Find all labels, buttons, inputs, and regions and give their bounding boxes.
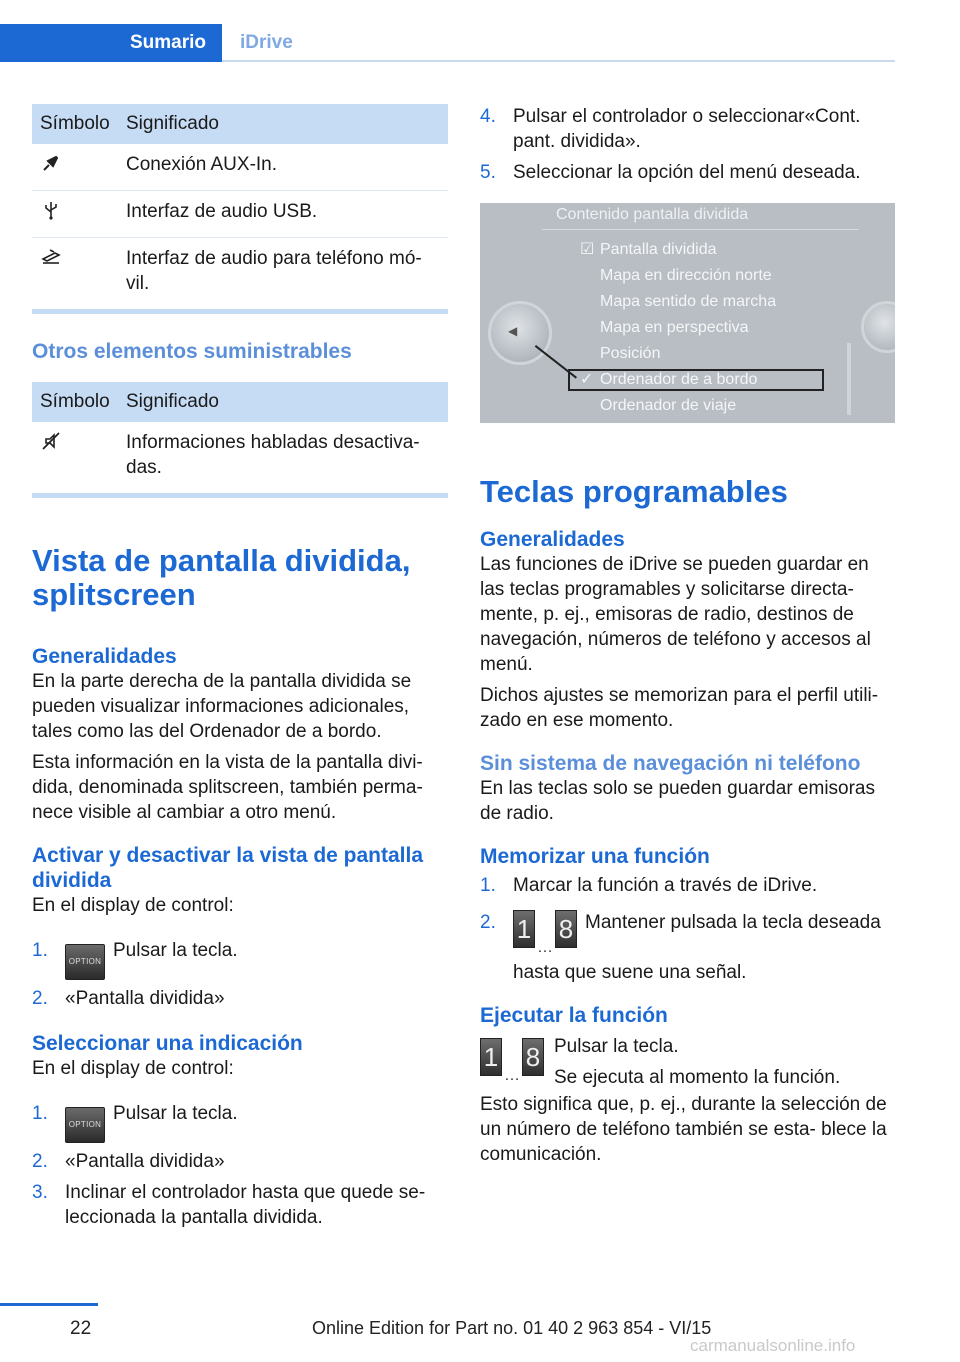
step-number: 2. <box>32 1151 48 1172</box>
list-item <box>32 938 448 980</box>
key-1-icon: 1 <box>513 910 535 948</box>
menu-item: Ordenador de viaje <box>600 397 737 414</box>
favorite-keys-icon <box>513 910 577 960</box>
table-cell-meaning: Interfaz de audio USB. <box>118 191 448 238</box>
step-number: 2. <box>480 912 496 933</box>
table-row <box>32 191 448 238</box>
usb-icon <box>40 199 62 221</box>
list-item <box>32 1101 448 1143</box>
scroll-indicator <box>847 343 851 415</box>
heading-generalidades-teclas: Generalidades <box>480 528 625 551</box>
heading-ejecutar: Ejecutar la función <box>480 1004 668 1027</box>
checkbox-icon: ☑ <box>580 241 595 258</box>
paragraph: En la parte derecha de la pantalla dividida se pueden visualizar informaciones adicionales, tales como las del Ordenador de a bordo. <box>32 671 412 742</box>
step-number: 1. <box>32 940 48 961</box>
heading-memorizar: Memorizar una función <box>480 845 710 868</box>
step-text: Mantener pulsada la tecla deseada hasta que suene una señal. <box>513 912 881 983</box>
idrive-screen-image <box>480 203 895 423</box>
checkmark-icon: ✓ <box>580 371 594 388</box>
step-text: Pulsar la tecla. <box>113 940 238 961</box>
step-text: «Pantalla dividida» <box>65 1151 225 1172</box>
screen-menu <box>580 237 776 419</box>
step-number: 2. <box>32 988 48 1009</box>
heading-generalidades: Generalidades <box>32 645 177 668</box>
paragraph: Esta información en la vista de la pantalla divi- dida, denominada splitscreen, también perma- nece visible al cambiar a otro menú. <box>32 752 423 823</box>
step-number: 1. <box>480 875 496 896</box>
option-key-icon: OPTION <box>65 944 105 980</box>
step-text: Pulsar el controlador o seleccionar«Cont. pant. dividida». <box>513 106 861 152</box>
watermark: carmanualsonline.info <box>690 1336 856 1355</box>
table-row <box>32 422 448 489</box>
step-number: 5. <box>480 162 496 183</box>
table-divider <box>32 309 448 314</box>
paragraph: En el display de control: <box>32 895 234 916</box>
key-8-icon: 8 <box>555 910 577 948</box>
right-column <box>480 104 896 1167</box>
list-item <box>32 1180 448 1230</box>
steps-seleccionar <box>32 1101 448 1230</box>
menu-item: Mapa en dirección norte <box>600 267 772 284</box>
ellipsis: … <box>504 1067 520 1084</box>
section-title-teclas: Teclas programables <box>480 474 788 509</box>
paragraph: Se ejecuta al momento la función. <box>554 1067 841 1088</box>
key-8-icon: 8 <box>522 1038 544 1076</box>
table-row <box>32 144 448 191</box>
key-1-icon: 1 <box>480 1038 502 1076</box>
steps-seleccionar-cont <box>480 104 896 185</box>
selection-box <box>568 369 824 391</box>
ejecutar-block <box>480 1034 896 1090</box>
step-text: Pulsar la tecla. <box>113 1103 238 1124</box>
heading-sin-sistema: Sin sistema de navegación ni teléfono <box>480 752 861 775</box>
step-text: Marcar la función a través de iDrive. <box>513 875 818 896</box>
step-text: Inclinar el controlador hasta que quede se- leccionada la pantalla dividida. <box>65 1182 426 1228</box>
table-header-meaning: Significado <box>118 382 448 422</box>
speech-off-icon <box>40 430 62 452</box>
table-cell-meaning: Conexión AUX-In. <box>118 144 448 191</box>
symbol-table-2 <box>32 382 448 489</box>
option-key-icon: OPTION <box>65 1107 105 1143</box>
left-column <box>32 104 448 1230</box>
section-title-splitscreen: Vista de pantalla dividida, splitscreen <box>32 543 411 612</box>
step-number: 3. <box>32 1182 48 1203</box>
table-header-symbol: Símbolo <box>32 104 118 144</box>
list-item <box>480 910 896 985</box>
phone-audio-icon <box>40 246 62 268</box>
list-item <box>480 873 896 898</box>
paragraph: En las teclas solo se pueden guardar emisoras de radio. <box>480 778 876 824</box>
table-row <box>32 238 448 306</box>
tab-sumario[interactable]: Sumario <box>0 24 222 62</box>
menu-item: Mapa en perspectiva <box>600 319 749 336</box>
page-number: 22 <box>70 1318 92 1339</box>
table-cell-meaning: Interfaz de audio para teléfono mó- vil. <box>126 248 422 294</box>
table-header-meaning: Significado <box>118 104 448 144</box>
paragraph: Dichos ajustes se memorizan para el perfil utili- zado en ese momento. <box>480 685 879 731</box>
table-header-symbol: Símbolo <box>32 382 118 422</box>
menu-item-label: Ordenador de a bordo <box>600 371 758 388</box>
screen-title: Contenido pantalla dividida <box>556 206 749 223</box>
aux-plug-icon <box>40 152 62 174</box>
step-number: 1. <box>32 1103 48 1124</box>
paragraph: Esto significa que, p. ej., durante la selección de un número de teléfono también se esta- blece la comunicación. <box>480 1094 887 1165</box>
steps-activar <box>32 938 448 1011</box>
header-tabs <box>0 24 895 62</box>
favorite-keys-icon <box>480 1038 544 1085</box>
controller-knob-right-icon <box>861 301 895 353</box>
section-heading-otros: Otros elementos suministrables <box>32 340 352 363</box>
table-divider <box>32 493 448 498</box>
heading-seleccionar: Seleccionar una indicación <box>32 1032 303 1055</box>
paragraph: Las funciones de iDrive se pueden guardar en las teclas programables y solicitarse directa- mente, p. ej., emisoras de radio, destinos de navegación, números de teléfono y accesos al menú. <box>480 554 871 675</box>
step-text: «Pantalla dividida» <box>65 988 225 1009</box>
list-item <box>32 1149 448 1174</box>
steps-memorizar <box>480 873 896 985</box>
controller-knob-icon: ◀ <box>488 301 552 365</box>
step-text: Seleccionar la opción del menú deseada. <box>513 162 861 183</box>
list-item <box>480 160 896 185</box>
table-cell-meaning: Informaciones habladas desactiva- das. <box>126 432 420 478</box>
list-item <box>480 104 896 154</box>
ellipsis: … <box>537 939 553 956</box>
menu-item <box>580 237 776 263</box>
menu-item: Mapa sentido de marcha <box>600 293 777 310</box>
symbol-table-1 <box>32 104 448 305</box>
step-number: 4. <box>480 106 496 127</box>
screen-divider <box>542 229 859 230</box>
paragraph: Pulsar la tecla. <box>554 1036 679 1057</box>
footer-accent-line <box>0 1303 98 1306</box>
paragraph: En el display de control: <box>32 1058 234 1079</box>
heading-activar: Activar y desactivar la vista de pantalla dividida <box>32 844 424 892</box>
menu-item-label: Pantalla dividida <box>600 241 717 258</box>
menu-item: Posición <box>600 345 661 362</box>
tab-idrive[interactable]: iDrive <box>240 32 293 53</box>
list-item <box>32 986 448 1011</box>
edition-note: Online Edition for Part no. 01 40 2 963 854 - VI/15 <box>312 1318 712 1338</box>
